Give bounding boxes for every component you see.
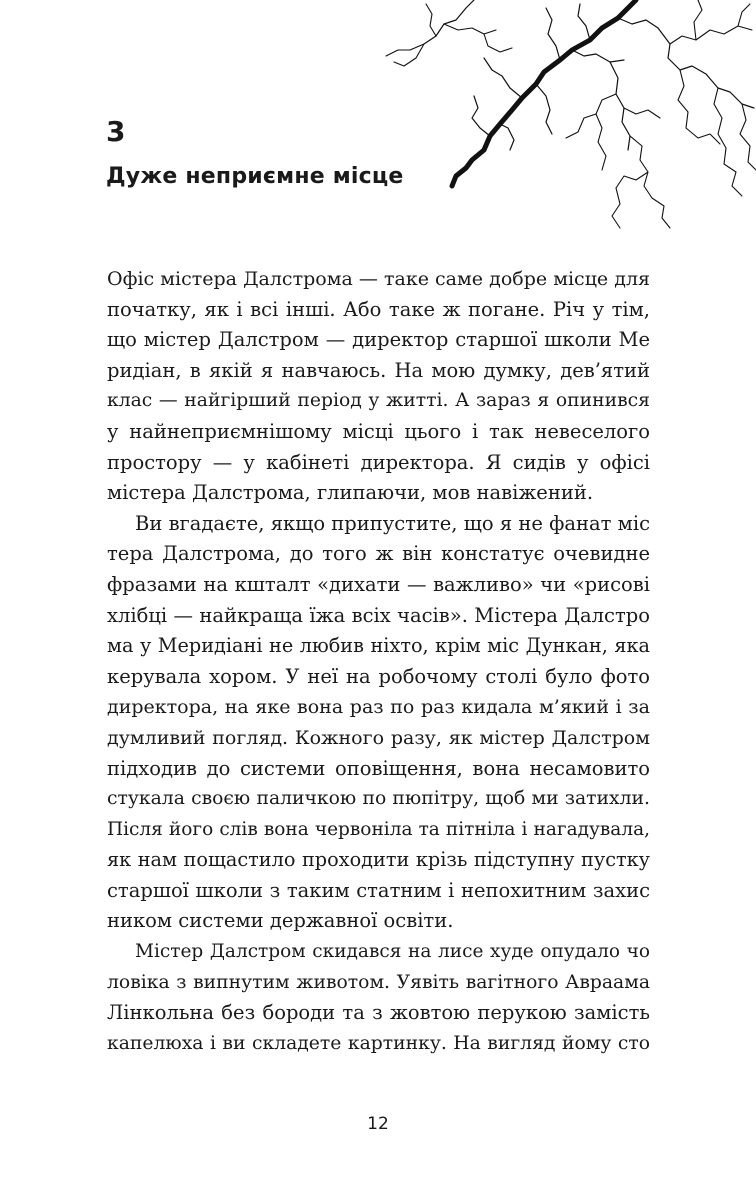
- text-line: Офіс містера Далстрома — таке саме добре місце для: [107, 268, 650, 290]
- text-line: як нам пощастило проходити крізь підступну пустку: [107, 848, 650, 872]
- text-line: стукала своєю паличкою по пюпітру, щоб ми затихли.: [107, 788, 650, 810]
- text-line: початку, як і всі інші. Або таке ж погане. Річ у тім,: [107, 297, 650, 321]
- text-line: простору — у кабінеті директора. Я сидів у офісі: [107, 450, 650, 474]
- text-line: директора, на яке вона раз по раз кидала м’який і за: [107, 696, 650, 719]
- chapter-title: Дуже неприємне місце: [106, 164, 404, 189]
- text-line: ма у Меридіані не любив ніхто, крім міс Дункан, яка: [107, 634, 650, 658]
- text-line: старшої школи з таким статним і непохитним захис: [107, 878, 650, 902]
- text-line: капелюха і ви складете картинку. На вигляд йому сто: [107, 1032, 650, 1054]
- text-line: Після його слів вона червоніла та пітніла і нагадувала,: [107, 818, 650, 840]
- text-line: фразами на кшталт «дихати — важливо» чи «рисові: [107, 572, 650, 596]
- text-line: Містер Далстром скидався на лисе худе опудало чо: [135, 941, 650, 963]
- text-line: Лінкольна без бороди та з жовтою перукою замість: [107, 1001, 650, 1025]
- text-line: тера Далстрома, до того ж він констатує очевидне: [107, 542, 650, 566]
- text-line: що містер Далстром — директор старшої школи Ме: [107, 328, 650, 352]
- crack-illustration-icon: [380, 0, 756, 230]
- text-line: ловіка з випнутим животом. Уявіть вагітного Авраама: [107, 971, 650, 993]
- text-line: підходив до системи оповіщення, вона несамовито: [107, 756, 650, 780]
- text-line: ником системи державної освіти.: [107, 909, 454, 933]
- text-line: у найнеприємнішому місці цього і так невеселого: [107, 419, 650, 443]
- text-line: думливий погляд. Кожного разу, як містер Далстром: [107, 726, 650, 749]
- text-line: Ви вгадаєте, якщо припустите, що я не фанат міс: [135, 511, 650, 535]
- page-number: 12: [367, 1114, 389, 1134]
- text-line: містера Далстрома, глипаючи, мов навіжений.: [107, 481, 594, 505]
- text-line: клас — найгірший період у житті. А зараз я опинився: [107, 390, 650, 412]
- text-line: керувала хором. У неї на робочому столі було фото: [107, 664, 650, 688]
- text-line: хлібці — найкраща їжа всіх часів». Містера Далстро: [107, 603, 650, 627]
- text-line: ридіан, в якій я навчаюсь. На мою думку, дев’ятий: [107, 358, 650, 382]
- body-text: [107, 264, 650, 1059]
- chapter-number: 3: [106, 115, 126, 148]
